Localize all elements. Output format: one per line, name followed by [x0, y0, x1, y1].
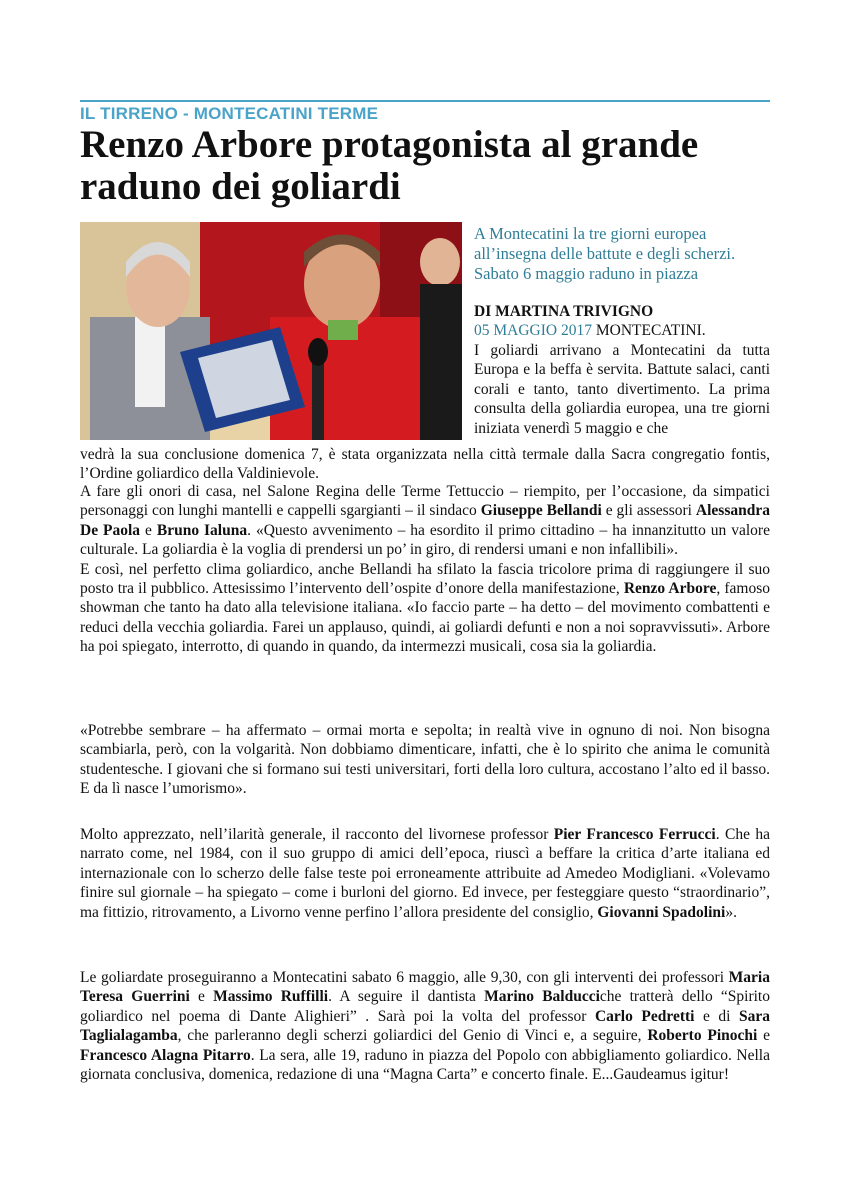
paragraph-4: «Potrebbe sembrare – ha affermato – ormai morta e sepolta; in realtà vive in ognuno di noi. Non bisogna scambiarla, però, con la volgarità. Non dobbiamo dimenticare, infatti, che è lo spirito che anima le comunità studentesche. I giovani che si formano sui testi universitari, forti della loro cultura, accostano l’alto ed il basso. E da lì nasce l’umorismo». — [80, 722, 770, 798]
article-body — [80, 482, 770, 657]
publication-date: 05 MAGGIO 2017 — [474, 322, 592, 339]
headline: Renzo Arbore protagonista al grande raduno dei goliardi — [80, 123, 699, 208]
article-subtitle: A Montecatini la tre giorni europea all’insegna delle battute e degli scherzi. Sabato 6 maggio raduno in piazza — [474, 224, 736, 283]
article-photo — [80, 222, 462, 440]
photo-illustration — [80, 222, 462, 440]
paragraph-1-full: vedrà la sua conclusione domenica 7, è stata organizzata nella città termale dalla Sacra congregatio fontis, l’Ordine goliardico della Valdinievole. — [80, 446, 770, 483]
dateline — [474, 322, 706, 340]
paragraph-3: E così, nel perfetto clima goliardico, anche Bellandi ha sfilato la fascia tricolore prima di raggiungere il suo posto tra il pubblico. Attesissimo l’intervento dell’ospite d’onore della manifestazione, Renzo Arbore, famoso showman che tanto ha dato alla televisione italiana. «Io faccio parte – ha detto – del movimento combattenti e reduci della vecchia goliardia. Farei un applauso, quindi, ai goliardi defunti e non a noi sopravvissuti». Arbore ha poi spiegato, interrotto, di quando in quando, da intermezzi musicali, cosa sia la goliardia. — [80, 560, 770, 656]
dateline-place: MONTECATINI. — [595, 322, 706, 339]
paragraph-5: Molto apprezzato, nell’ilarità generale, il racconto del livornese professor Pier Francesco Ferrucci. Che ha narrato come, nel 1984, con il suo gruppo di amici dell’epoca, riuscì a beffare la critica d’arte italiana ed internazionale con lo scherzo delle false teste poi erroneamente attribuite ad Amedeo Modigliani. «Volevamo finire sul giornale – ha spiegato – come i burloni del giorno. Ed invece, per festeggiare questo “straordinario”, ma fittizio, ritrovamento, a Livorno venne perfino l’allora presidente del consiglio, Giovanni Spadolini». — [80, 826, 770, 921]
paragraph-6: Le goliardate proseguiranno a Montecatini sabato 6 maggio, alle 9,30, con gli interventi dei professori Maria Teresa Guerrini e Massimo Ruffilli. A seguire il dantista Marino Balducciche tratterà dello “Spirito goliardico nel poema di Dante Alighieri” . Sarà poi la volta del professor Carlo Pedretti e di Sara Taglialagamba, che parleranno degli scherzi goliardici del Genio di Vinci e, a seguire, Roberto Pinochi e Francesco Alagna Pitarro. La sera, alle 19, raduno in piazza del Popolo con abbigliamento goliardico. Nella giornata conclusiva, domenica, redazione di una “Magna Carta” e concerto finale. E...Gaudeamus igitur! — [80, 969, 771, 1084]
source-label: IL TIRRENO - MONTECATINI TERME — [80, 104, 379, 123]
header-rule — [80, 100, 770, 102]
byline: DI MARTINA TRIVIGNO — [474, 303, 654, 320]
paragraph-1-side: I goliardi arrivano a Montecatini da tutta Europa e la beffa è servita. Battute salaci, canti corali e tanto, tanto divertimento. La prima consulta della goliardia europea, una tre giorni iniziata venerdì 5 maggio e che — [474, 342, 770, 437]
paragraph-2: A fare gli onori di casa, nel Salone Regina delle Terme Tettuccio – riempito, per l’occasione, da simpatici personaggi con lunghi mantelli e cappelli sgargianti – il sindaco Giuseppe Bellandi e gli assessori Alessandra De Paola e Bruno Ialuna. «Questo avvenimento – ha esordito il primo cittadino – ha innanzitutto un valore culturale. La goliardia è la voglia di prendersi un po’ in giro, di rendersi umani e non infallibili». — [80, 483, 770, 559]
